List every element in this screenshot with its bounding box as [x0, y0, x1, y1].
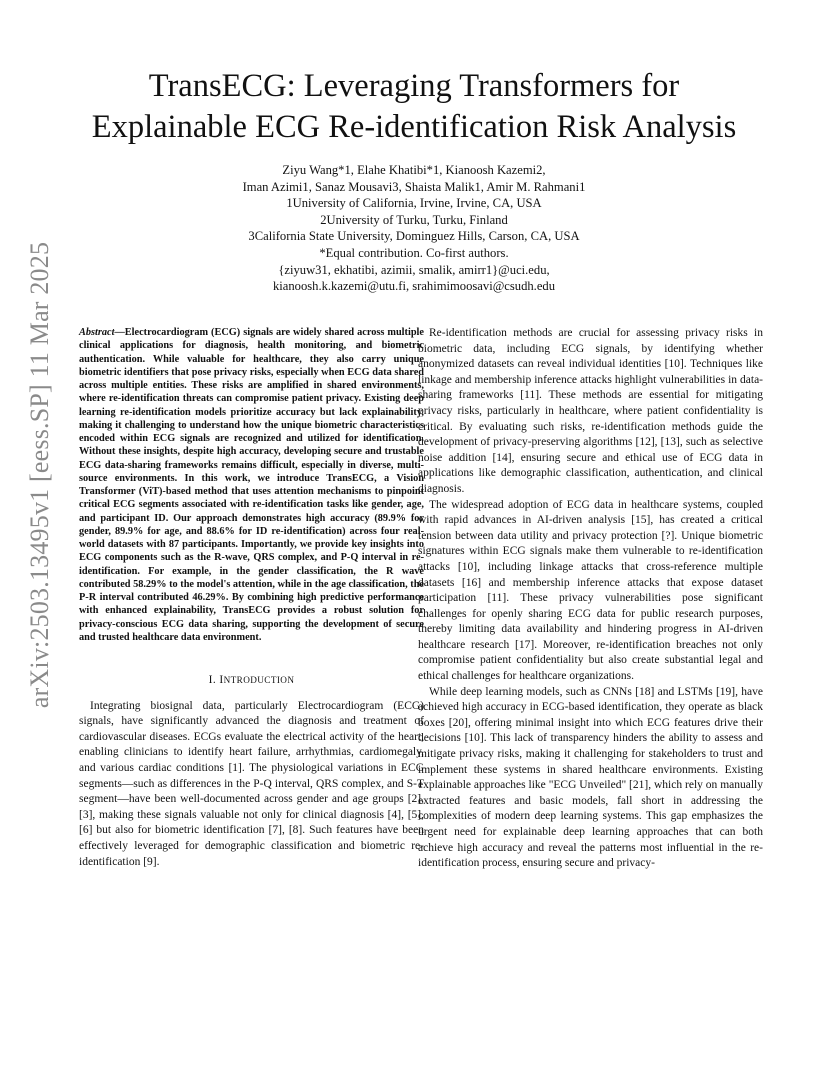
intro-paragraph-4: While deep learning models, such as CNNs [18] and LSTMs [19], have achieved high accuracy in ECG-based identification, they operate as black boxes [20], offering minimal insight into which ECG features drive their decisions [10]. This lack of transparency hinders the ability to assess and mitigate privacy risks, making it challenging for stakeholders to trust and implement these systems in shared healthcare environments. Existing explainable approaches like "ECG Unveiled" [21], which rely on manually extracted features and basic models, fall short in addressing the complexities of modern deep learning systems. This gap emphasizes the urgent need for explainable deep learning approaches that can both achieve high accuracy and reveal the patterns most influential in the re-identification process, ensuring secure and privacy- — [418, 685, 763, 870]
affiliation-line: 1University of California, Irvine, Irvine, CA, USA — [286, 196, 542, 211]
section-heading-introduction — [79, 673, 424, 689]
title-line-2: Explainable ECG Re-identification Risk Analysis — [91, 109, 737, 145]
author-line: Ziyu Wang*1, Elahe Khatibi*1, Kianoosh Kazemi2, — [282, 163, 546, 177]
paper-title — [60, 66, 768, 148]
arxiv-side-stamp: arXiv:2503.13495v1 [eess.SP] 11 Mar 2025 — [25, 241, 54, 709]
abstract-label: Abstract — [79, 327, 115, 338]
section-name-rest: NTRODUCTION — [223, 675, 295, 685]
section-number: I. — [208, 674, 220, 686]
intro-paragraph-3: The widespread adoption of ECG data in healthcare systems, coupled with rapid advances in AI-driven analysis [15], has created a critical tension between data utility and privacy protection [?]. Unique biometric signatures within ECG signals make them vulnerable to re-identification attacks [10], including linkage attacks that cross-reference multiple datasets [16] and membership inference attacks that expose dataset participation [11]. These privacy vulnerabilities pose significant challenges for openly sharing ECG data for public research purposes, thereby limiting data availability and hindering progress in AI-driven healthcare research [17]. Moreover, re-identification breaches not only compromise patient confidentiality but also create substantial legal and ethical challenges for healthcare organizations. — [418, 498, 763, 683]
abstract — [79, 326, 424, 644]
intro-paragraph-1: Integrating biosignal data, particularly Electrocardiogram (ECG) signals, have significantly advanced the diagnosis and treatment of cardiovascular diseases. ECGs evaluate the electrical activity of the heart, enabling clinicians to identify heart failure, arrhythmias, cardiomegaly, and various cardiac conditions [1]. The physiological variations in ECG segments—such as differences in the P-Q interval, QRS complex, and S-T segment—have been well-documented across gender and age groups [2], [3], making these signals valuable not only for clinical diagnosis [4], [5], [6] but also for biometric identification [7], [8]. Such features have been effectively leveraged for demographic classification and biometric re-identification [9]. — [79, 699, 424, 868]
intro-paragraph-2: Re-identification methods are crucial for assessing privacy risks in biometric data, including ECG signals, by identifying whether anonymized datasets can reveal individual identities [10]. Techniques like linkage and membership inference attacks highlight vulnerabilities in data-sharing frameworks [11]. These methods are essential for mitigating privacy risks, particularly in healthcare, where patient confidentiality is critical. By evaluating such risks, re-identification methods guide the development of privacy-preserving algorithms [12], [13], such as selective noise addition [14], ensuring secure and ethical use of ECG data in applications like demographic classification, authentication, and clinical diagnosis. — [418, 327, 763, 495]
email-line: kianoosh.k.kazemi@utu.fi, srahimimoosavi@csudh.edu — [272, 279, 556, 294]
left-column — [79, 326, 424, 870]
affiliation-line: 2University of Turku, Turku, Finland — [320, 212, 508, 227]
author-block — [60, 162, 768, 295]
affiliation-line: 3California State University, Dominguez Hills, Carson, CA, USA — [248, 229, 580, 244]
contribution-note: *Equal contribution. Co-first authors. — [319, 245, 509, 260]
email-line: {ziyuw31, ekhatibi, azimii, smalik, amirr1}@uci.edu, — [278, 262, 550, 277]
section-name-initial: I — [219, 674, 224, 686]
author-line: Iman Azimi1, Sanaz Mousavi3, Shaista Malik1, Amir M. Rahmani1 — [242, 179, 586, 194]
abstract-text: —Electrocardiogram (ECG) signals are widely shared across multiple clinical applications for diagnosis, health monitoring, and biometric authentication. While valuable for healthcare, they also carry unique biometric identifiers that pose privacy risks, especially when ECG data shared across multiple entities. These risks are amplified in shared environments, where re-identification threats can compromise patient privacy. Existing deep learning re-identification models prioritize accuracy but lack explainability, making it challenging to understand how the unique biometric characteristics encoded within ECG signals are recognized and utilized for identification. Without these insights, despite high accuracy, developing secure and trustable ECG data-sharing frameworks remains difficult, especially in diverse, multi-source environments. In this work, we introduce TransECG, a Vision Transformer (ViT)-based method that uses attention mechanisms to pinpoint critical ECG segments associated with re-identification tasks like gender, age, and participant ID. Our approach demonstrates high accuracy (89.9% for gender, 89.9% for age, and 88.6% for ID re-identification) across four real-world datasets with 87 participants. Importantly, we provide key insights into ECG components such as the R-wave, QRS complex, and P-Q interval in re-identification. For example, in the gender classification, the R wave contributed 58.29% to the model's attention, while in the age classification, the P-R interval contributed 46.29%. By combining high predictive performance with enhanced explainability, TransECG provides a robust solution for privacy-conscious ECG data sharing, supporting the development of secure and trusted healthcare data environment. — [79, 327, 424, 643]
title-line-1: TransECG: Leveraging Transformers for — [148, 68, 680, 104]
right-column — [418, 326, 763, 872]
